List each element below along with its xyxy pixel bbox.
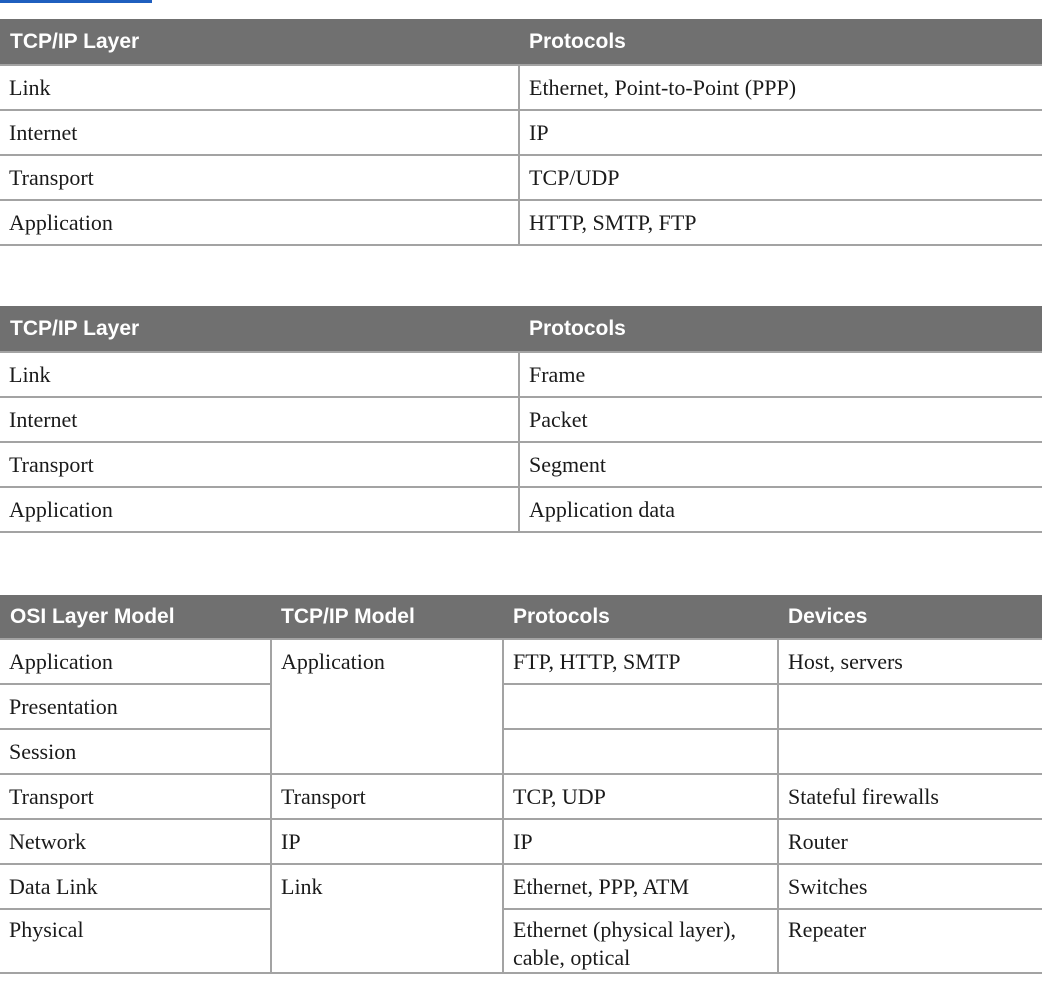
table-row [0,639,1042,684]
table-row [0,397,1042,442]
cell-tcpip-model: Link [271,864,503,973]
header-tcpip-model: TCP/IP Model [271,595,503,639]
table-row [0,352,1042,397]
cell-layer: Application [0,200,519,245]
cell-osi-layer: Session [0,729,271,774]
cell-osi-layer: Network [0,819,271,864]
cell-devices: Stateful firewalls [778,774,1042,819]
cell-tcpip-model: Transport [271,774,503,819]
cell-osi-layer: Physical [0,909,271,973]
table-row [0,200,1042,245]
table-row [0,864,1042,909]
header-tcpip-layer: TCP/IP Layer [0,19,519,65]
cell-osi-layer: Transport [0,774,271,819]
cell-protocols: TCP, UDP [503,774,778,819]
cell-osi-layer: Application [0,639,271,684]
table-header-row [0,595,1042,639]
table-row [0,65,1042,110]
cell-devices: Repeater [778,909,1042,973]
cell-pdu: Application data [519,487,1042,532]
tcpip-protocols-table [0,19,1042,246]
table-header-row [0,306,1042,352]
cell-devices: Switches [778,864,1042,909]
cell-layer: Application [0,487,519,532]
tcpip-pdu-table [0,306,1042,533]
cell-layer: Transport [0,155,519,200]
table-row [0,442,1042,487]
cell-osi-layer: Data Link [0,864,271,909]
table-row [0,487,1042,532]
cell-devices [778,729,1042,774]
cell-protocols [503,684,778,729]
cell-devices: Router [778,819,1042,864]
cell-tcpip-model: IP [271,819,503,864]
cell-protocols: IP [503,819,778,864]
cell-pdu: Packet [519,397,1042,442]
table-row [0,819,1042,864]
cell-layer: Transport [0,442,519,487]
header-osi-layer-model: OSI Layer Model [0,595,271,639]
cell-protocols: HTTP, SMTP, FTP [519,200,1042,245]
header-devices: Devices [778,595,1042,639]
cell-layer: Internet [0,110,519,155]
table-header-row [0,19,1042,65]
table-row [0,110,1042,155]
header-tcpip-layer: TCP/IP Layer [0,306,519,352]
cell-layer: Link [0,352,519,397]
table-row [0,155,1042,200]
cell-protocols: Ethernet, PPP, ATM [503,864,778,909]
cell-devices: Host, servers [778,639,1042,684]
table-row [0,774,1042,819]
header-protocols: Protocols [519,306,1042,352]
cell-protocols: TCP/UDP [519,155,1042,200]
cell-osi-layer: Presentation [0,684,271,729]
top-link-underline[interactable] [0,0,152,3]
cell-devices [778,684,1042,729]
cell-protocols [503,729,778,774]
table-row [0,909,1042,973]
cell-protocols: Ethernet, Point-to-Point (PPP) [519,65,1042,110]
cell-layer: Internet [0,397,519,442]
cell-tcpip-model: Application [271,639,503,774]
cell-protocols: Ethernet (physical layer), cable, optical [503,909,778,973]
header-protocols: Protocols [503,595,778,639]
cell-pdu: Frame [519,352,1042,397]
cell-protocols: FTP, HTTP, SMTP [503,639,778,684]
header-protocols: Protocols [519,19,1042,65]
cell-pdu: Segment [519,442,1042,487]
cell-protocols: IP [519,110,1042,155]
cell-layer: Link [0,65,519,110]
osi-tcpip-comparison-table [0,595,1042,974]
table-row [0,729,1042,774]
table-row [0,684,1042,729]
